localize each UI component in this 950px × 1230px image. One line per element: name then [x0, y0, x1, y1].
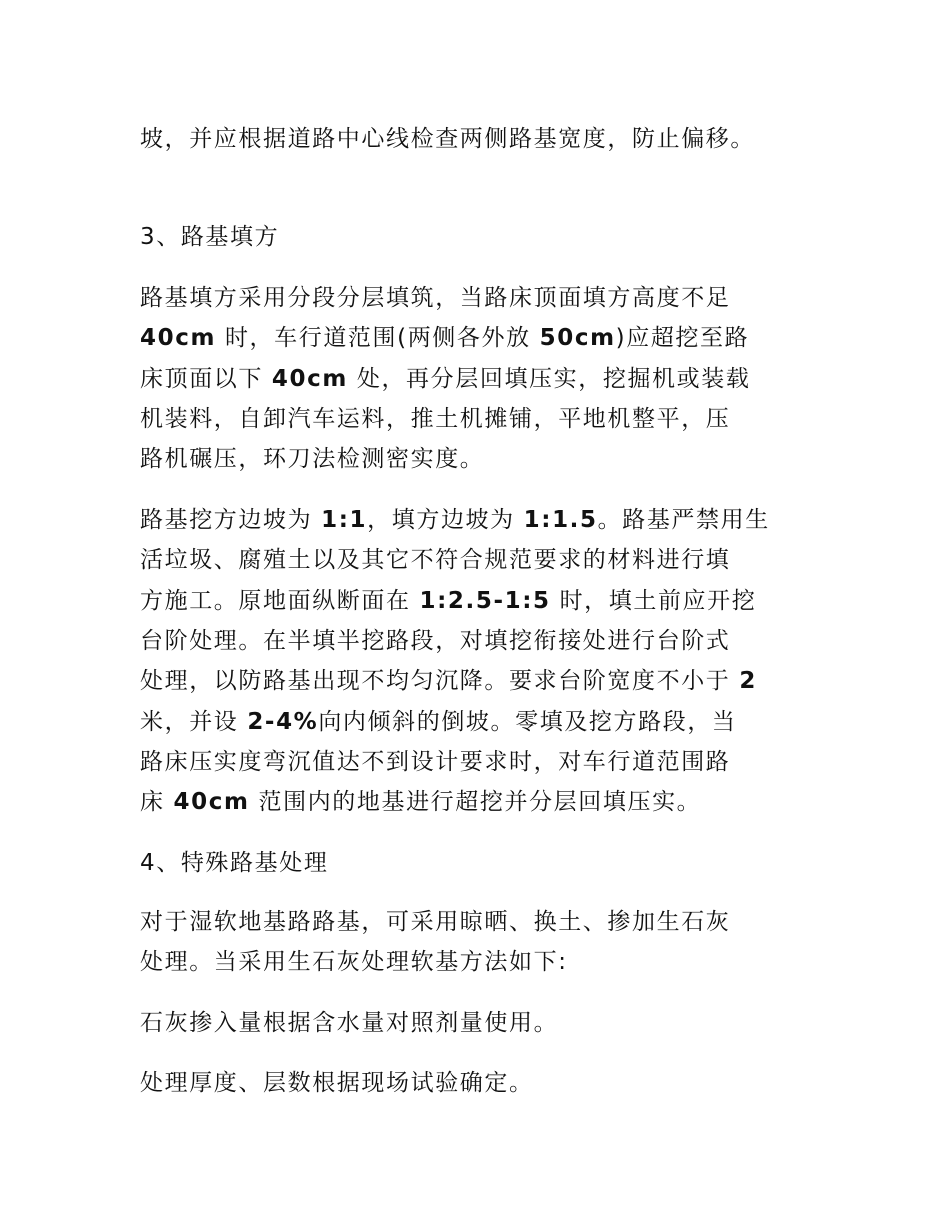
text-line: 处理，以防路基出现不均匀沉降。要求台阶宽度不小于 2 [140, 668, 757, 694]
text-line: 机装料，自卸汽车运料，推土机摊铺，平地机整平，压 [140, 406, 731, 432]
text-line: 40cm 时，车行道范围(两侧各外放 50cm)应超挖至路 [140, 325, 750, 351]
section-heading: 3、路基填方 [140, 224, 280, 250]
text-line: 活垃圾、腐殖土以及其它不符合规范要求的材料进行填 [140, 547, 731, 573]
text-line: 路基填方采用分段分层填筑，当路床顶面填方高度不足 [140, 285, 731, 311]
text-line: 坡，并应根据道路中心线检查两侧路基宽度，防止偏移。 [140, 126, 755, 152]
text-line: 路机碾压，环刀法检测密实度。 [140, 446, 485, 472]
text-line: 处理厚度、层数根据现场试验确定。 [140, 1070, 534, 1096]
text-line: 方施工。原地面纵断面在 1:2.5-1:5 时，填土前应开挖 [140, 588, 757, 614]
text-line: 对于湿软地基路路基，可采用晾晒、换土、掺加生石灰 [140, 909, 731, 935]
text-line: 路床压实度弯沉值达不到设计要求时，对车行道范围路 [140, 749, 731, 775]
text-line: 处理。当采用生石灰处理软基方法如下: [140, 949, 568, 975]
text-line: 路基挖方边坡为 1:1，填方边坡为 1:1.5。路基严禁用生 [140, 507, 770, 533]
text-line: 台阶处理。在半填半挖路段，对填挖衔接处进行台阶式 [140, 628, 731, 654]
text-line: 床顶面以下 40cm 处，再分层回填压实，挖掘机或装载 [140, 366, 751, 392]
text-line: 床 40cm 范围内的地基进行超挖并分层回填压实。 [140, 789, 702, 815]
text-line: 米，并设 2-4%向内倾斜的倒坡。零填及挖方路段，当 [140, 709, 737, 735]
text-line: 石灰掺入量根据含水量对照剂量使用。 [140, 1010, 559, 1036]
section-heading: 4、特殊路基处理 [140, 850, 329, 876]
